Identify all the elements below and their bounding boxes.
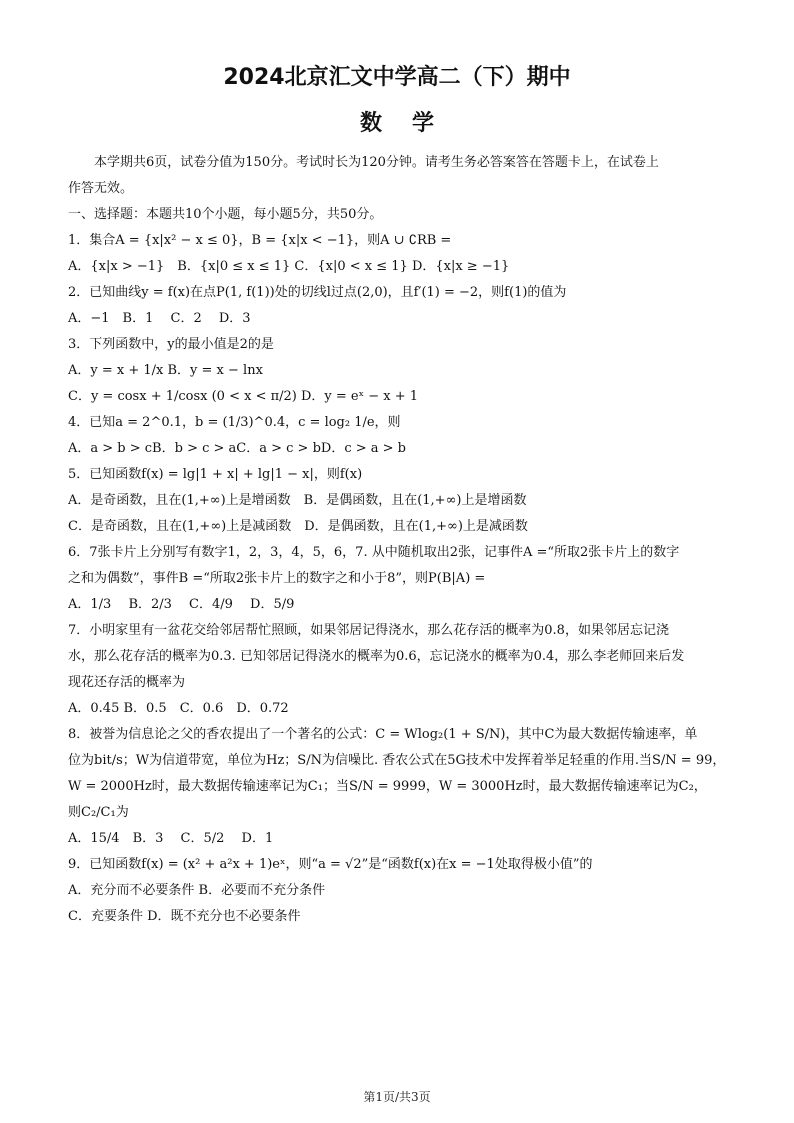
instructions-line-1: 本学期共6页，试卷分值为150分。考试时长为120分钟。请考生务必答案答在答题卡上，在试卷上: [94, 155, 659, 170]
question-7-options: A．0.45 B．0.5 C．0.6 D．0.72: [68, 701, 289, 716]
subject-heading: 数学: [359, 111, 464, 136]
question-4-options: A．a > b > cB．b > c > aC．a > c > bD．c > a > b: [68, 441, 406, 456]
question-5: 5．已知函数f(x) = lg|1 + x| + lg|1 − x|，则f(x): [68, 467, 363, 482]
page-title: 2024北京汇文中学高二（下）期中: [223, 65, 571, 90]
question-3-options-ab: A．y = x + 1/x B．y = x − lnx: [68, 363, 263, 378]
question-5-options-ab: A．是奇函数，且在(1,+∞)上是增函数 B．是偶函数，且在(1,+∞)上是增函数: [68, 493, 527, 508]
section-heading: 一、选择题：本题共10个小题，每小题5分，共50分。: [68, 207, 383, 222]
question-6-line-2: 之和为偶数”，事件B =“所取2张卡片上的数字之和小于8”，则P(B|A) =: [68, 571, 486, 586]
question-3: 3．下列函数中，y的最小值是2的是: [68, 337, 274, 352]
question-8-options: A．15/4 B．3 C．5/2 D．1: [68, 831, 274, 846]
question-7-line-3: 现花还存活的概率为: [68, 675, 186, 690]
instructions-line-2: 作答无效。: [68, 181, 134, 196]
question-9: 9．已知函数f(x) = (x² + a²x + 1)eˣ，则“a = √2”是“函数f(x)在x = −1处取得极小值”的: [68, 857, 593, 872]
question-9-options-ab: A．充分而不必要条件 B．必要而不充分条件: [68, 883, 326, 898]
question-4: 4．已知a = 2^0.1，b = (1/3)^0.4，c = log₂ 1/e，则: [68, 415, 401, 430]
question-5-options-cd: C．是奇函数，且在(1,+∞)上是减函数 D．是偶函数，且在(1,+∞)上是减函数: [68, 519, 528, 534]
question-1-options: A．{x|x > −1} B．{x|0 ≤ x ≤ 1} C．{x|0 < x ≤ 1} D．{x|x ≥ −1}: [68, 259, 510, 274]
question-8-line-1: 8．被誉为信息论之父的香农提出了一个著名的公式：C = Wlog₂(1 + S/N)，其中C为最大数据传输速率，单: [68, 727, 698, 742]
question-7-line-1: 7．小明家里有一盆花交给邻居帮忙照顾，如果邻居记得浇水，那么花存活的概率为0.8，如果邻居忘记浇: [68, 623, 669, 638]
question-3-options-cd: C．y = cosx + 1/cosx (0 < x < π/2) D．y = eˣ − x + 1: [68, 389, 419, 404]
question-6-options: A．1/3 B．2/3 C．4/9 D．5/9: [68, 597, 295, 612]
page-number: 第1页/共3页: [363, 1090, 431, 1104]
question-1: 1．集合A = {x|x² − x ≤ 0}，B = {x|x < −1}，则A ∪ ∁RB =: [68, 233, 452, 248]
question-8-line-3: W = 2000Hz时，最大数据传输速率记为C₁；当S/N = 9999，W = 3000Hz时，最大数据传输速率记为C₂，: [68, 779, 707, 794]
question-8-line-2: 位为bit/s；W为信道带宽，单位为Hz；S/N为信噪比. 香农公式在5G技术中发挥着举足轻重的作用.当S/N = 99，: [68, 753, 726, 768]
question-7-line-2: 水，那么花存活的概率为0.3. 已知邻居记得浇水的概率为0.6，忘记浇水的概率为0.4，那么李老师回来后发: [68, 649, 685, 664]
exam-body: [68, 150, 728, 930]
question-2: 2．已知曲线y = f(x)在点P(1, f(1))处的切线l过点(2,0)，且f′(1) = −2，则f(1)的值为: [68, 285, 567, 300]
question-9-options-cd: C．充要条件 D．既不充分也不必要条件: [68, 909, 301, 924]
question-6-line-1: 6．7张卡片上分别写有数字1，2，3，4，5，6，7. 从中随机取出2张，记事件A =“所取2张卡片上的数字: [68, 545, 680, 560]
question-2-options: A．−1 B．1 C．2 D．3: [68, 311, 251, 326]
question-8-line-4: 则C₂/C₁为: [68, 805, 129, 820]
